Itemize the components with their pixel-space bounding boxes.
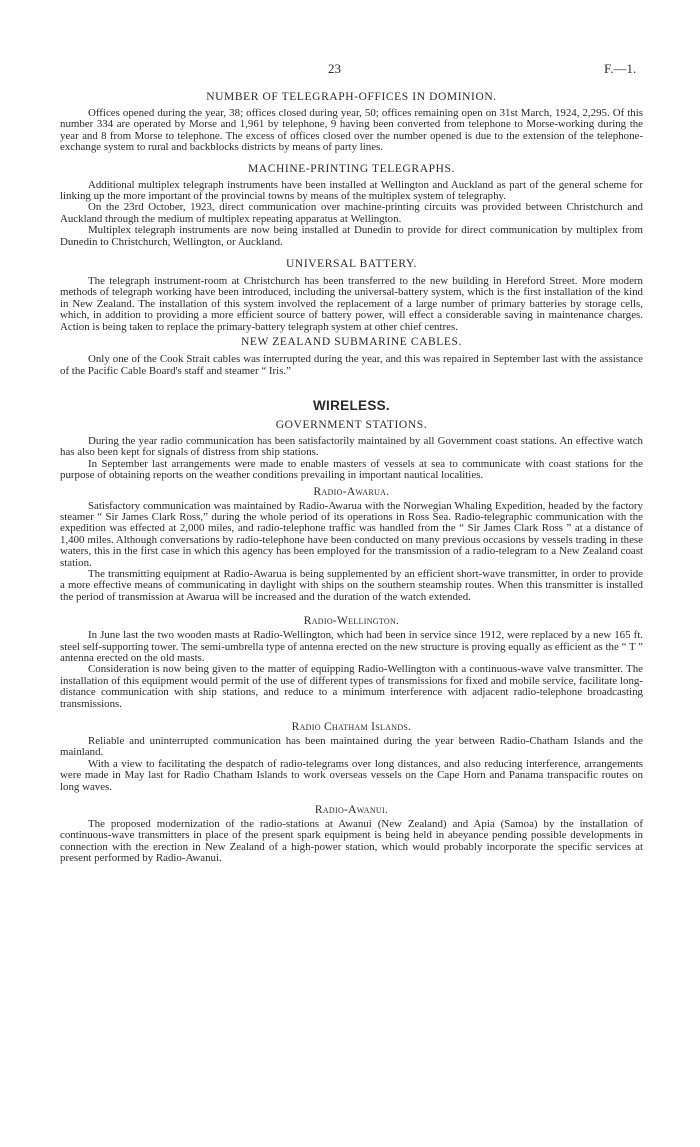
paragraph: In June last the two wooden masts at Radio-Wellington, which had been in service since 1912, were replaced by a new 165 ft. steel self-supporting tower. The semi-umbrella type of antenna erected on the new structure is proving equally as efficient as the “ T ” antenna erected on the old masts. xyxy=(60,629,643,664)
section-heading: NUMBER OF TELEGRAPH-OFFICES IN DOMINION. xyxy=(206,91,497,103)
paragraph: In September last arrangements were made to enable masters of vessels at sea to communicate with coast stations for the purpose of obtaining reports on the weather conditions prevailing in important nautical localities. xyxy=(60,457,643,482)
paragraph: Additional multiplex telegraph instruments have been installed at Wellington and Auckland as part of the general scheme for linking up the more important of the provincial towns by means of the multiplex system of telegraphy. xyxy=(60,178,643,203)
paragraph: Multiplex telegraph instruments are now being installed at Dunedin to provide for direct communication by multiplex from Dunedin to Christchurch, Wellington, or Auckland. xyxy=(60,224,643,248)
station-heading: Radio-Awanui. xyxy=(314,804,389,817)
section-telegraph-offices xyxy=(60,90,643,154)
page-content xyxy=(60,88,643,865)
section-heading: NEW ZEALAND SUBMARINE CABLES. xyxy=(241,336,462,349)
paragraph: During the year radio communication has been satisfactorily maintained by all Government coast stations. An effective watch has also been kept for signals of distress from ship stations. xyxy=(60,434,643,459)
paragraph: Consideration is now being given to the matter of equipping Radio-Wellington with a continuous-wave valve transmitter. The installation of this equipment would permit of the use of different types of transmissions for fixed and mobile service, facilitate long-distance communication with ship stations, and reduce to a minimum interference with adjacent radio-telephone broadcasting transmissions. xyxy=(60,663,643,710)
document-reference: F.—1. xyxy=(604,61,637,76)
station-heading: Radio-Awarua. xyxy=(313,485,390,498)
station-heading: Radio Chatham Islands. xyxy=(291,721,412,734)
section-universal-battery xyxy=(60,257,643,333)
section-submarine-cables xyxy=(60,335,643,377)
paragraph: Satisfactory communication was maintained by Radio-Awarua with the Norwegian Whaling Expedition, headed by the factory steamer “ Sir James Clark Ross,” during the whole period of its operations in Ross Sea. Radio-telegraphic communication with the expedition was effected at 2,000 miles, and radio-telephone traffic was handled from the “ Sir James Clark Ross ” at a distance of 1,400 miles. Although conversations by radio-telephone have been conducted on many previous occasions by vessels trading in these waters, this in the first case in which this agency has been employed for the transmission of a radio-telegram to a New Zealand coast station. xyxy=(60,499,643,569)
paragraph: The proposed modernization of the radio-stations at Awanui (New Zealand) and Apia (Samoa) by the installation of continuous-wave transmitters in place of the present spark equipment is being held in abeyance pending possible developments in connection with the erection in New Zealand of a high-power station, which would probably incorporate the specific services at present performed by Radio-Awanui. xyxy=(60,818,643,865)
wireless-title: WIRELESS. xyxy=(313,397,390,413)
paragraph: The telegraph instrument-room at Christchurch has been transferred to the new building in Hereford Street. More modern methods of telegraph working have been introduced, including the universal-battery system, which is the first installation of the kind in New Zealand. The installation of this system involved the replacement of a large number of primary batteries by storage cells, which, in addition to providing a more efficient source of battery power, will effect a considerable saving in maintenance charges. Action is being taken to replace the primary-battery telegraph system at other chief centres. xyxy=(60,275,643,333)
section-wireless xyxy=(60,397,643,865)
paragraph: On the 23rd October, 1923, direct communication over machine-printing circuits was provided between Christchurch and Auckland through the medium of multiplex repeating apparatus at Wellington. xyxy=(60,201,643,225)
running-head xyxy=(0,61,700,77)
paragraph: Only one of the Cook Strait cables was interrupted during the year, and this was repaired in September last with the assistance of the Pacific Cable Board's staff and steamer “ Iris.” xyxy=(60,353,643,377)
section-machine-printing xyxy=(60,162,643,248)
paragraph: With a view to facilitating the despatch of radio-telegrams over long distances, and also reducing interference, arrangements were made in May last for Radio Chatham Islands to work overseas vessels on the Cape Horn and Panama transpacific routes on long waves. xyxy=(60,757,643,793)
paragraph: Reliable and uninterrupted communication has been maintained during the year between Radio-Chatham Islands and the mainland. xyxy=(60,735,643,759)
section-heading: GOVERNMENT STATIONS. xyxy=(275,418,428,431)
station-heading: Radio-Wellington. xyxy=(303,615,400,628)
page-number: 23 xyxy=(328,61,341,76)
section-heading: UNIVERSAL BATTERY. xyxy=(286,258,417,271)
paragraph: Offices opened during the year, 38; offices closed during year, 50; offices remaining open on 31st March, 1924, 2,295. Of this number 334 are operated by Morse and 1,961 by telephone, 9 having been converted from telephone to Morse-working during the year and 8 from Morse to telephone. The excess of offices closed over the number opened is due to the extension of the telephone-exchange system to rural and backblocks districts by means of party lines. xyxy=(60,107,643,154)
section-heading: MACHINE-PRINTING TELEGRAPHS. xyxy=(248,162,455,175)
paragraph: The transmitting equipment at Radio-Awarua is being supplemented by an efficient short-wave transmitter, in order to provide a more effective means of communicating in daylight with ships on the southern steamship routes. When this transmitter is installed the period of transmission at Awarua will be increased and the duration of the watch extended. xyxy=(60,567,643,603)
